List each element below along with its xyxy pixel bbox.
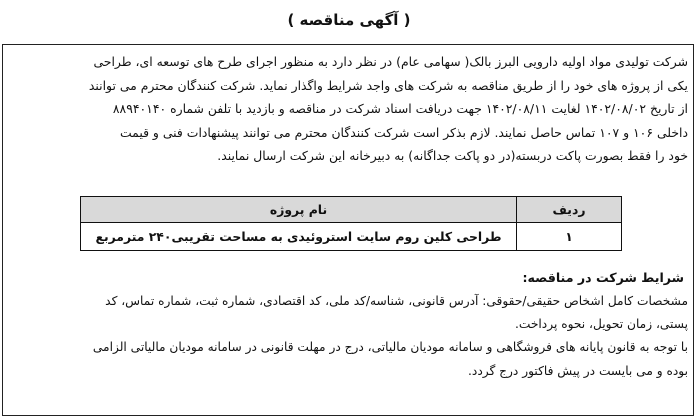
conditions-body [12, 290, 688, 383]
cell-row-number: ۱ [517, 223, 622, 251]
intro-line: داخلی ۱۰۶ و ۱۰۷ تماس حاصل نمایند. لازم بذکر است شرکت کنندگان محترم می توانند پیشنهادات فنی و قیمت [120, 124, 688, 140]
conditions-heading: شرایط شرکت در مناقصه: [522, 270, 684, 285]
intro-line: یکی از پروژه های خود را از طریق مناقصه به شرکت های واجد شرایط واگذار نماید. شرکت کنندگان محترم می توانند [88, 77, 688, 93]
conditions-line: بوده و می بایست در پیش فاکتور درج گردد. [468, 363, 688, 378]
project-table [80, 196, 622, 251]
table-header-row [81, 197, 622, 223]
intro-line: شرکت تولیدی مواد اولیه دارویی البرز بالک( سهامی عام) در نظر دارد به منظور اجرای طرح های توسعه ای، طراحی [93, 54, 688, 69]
conditions-line: پستی، زمان تحویل، نحوه پرداخت. [515, 317, 688, 332]
page-title: ( آگهی مناقصه ) [287, 11, 411, 29]
header-project-name: نام پروژه [81, 197, 517, 223]
table-row [81, 223, 622, 251]
notice-intro [12, 50, 688, 168]
header-row-number: ردیف [517, 197, 622, 223]
intro-line: از تاریخ ۱۴۰۲/۰۸/۰۲ لغایت ۱۴۰۲/۰۸/۱۱ جهت دریافت اسناد شرکت در مناقصه و بازدید با تلفن شماره ۸۸۹۴۰۱۴۰ [112, 101, 688, 117]
conditions-line: مشخصات کامل اشخاص حقیقی/حقوقی: آدرس قانونی، شناسه/کد ملی، کد اقتصادی، شماره ثبت، شماره تماس، کد [105, 294, 688, 308]
intro-line: خود را فقط بصورت پاکت دربسته(در دو پاکت جداگانه) به دبیرخانه این شرکت ارسال نمایند. [217, 148, 688, 164]
conditions-line: با توجه به قانون پایانه های فروشگاهی و سامانه مودیان مالیاتی، درج در مهلت قانونی در سامانه مودیان مالیاتی الزامی [92, 340, 688, 355]
cell-project-name: طراحی کلین روم سایت استروئیدی به مساحت تقریبی۲۴۰ مترمربع [81, 223, 517, 251]
